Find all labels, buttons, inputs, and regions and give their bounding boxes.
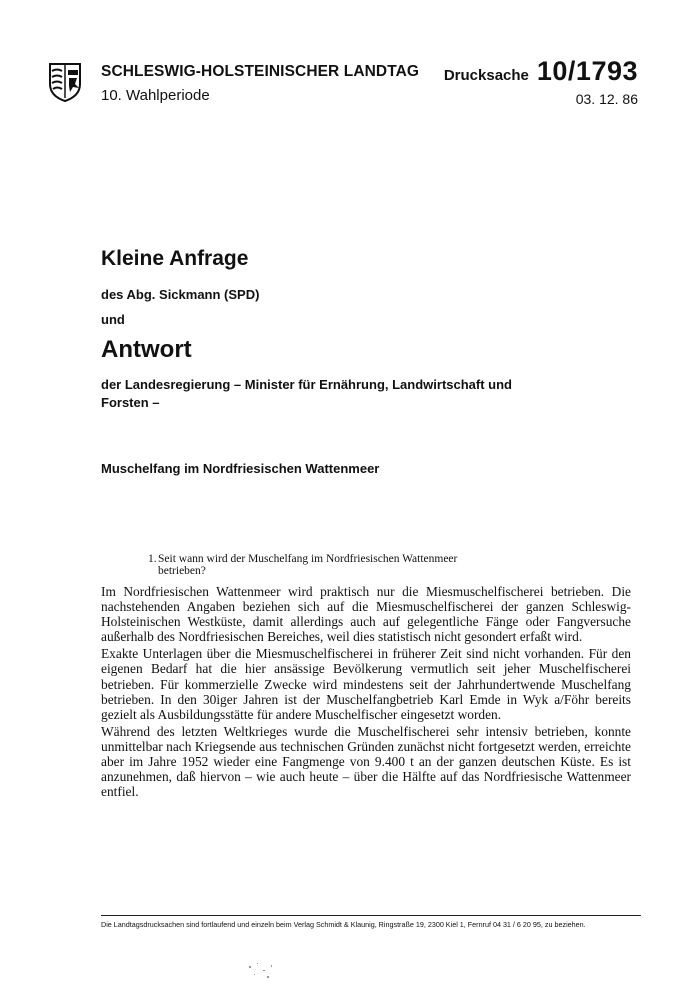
subject-line: Muschelfang im Nordfriesischen Wattenmeer [101, 461, 380, 476]
question-item [148, 553, 478, 577]
scan-speckle [245, 960, 285, 980]
respondent: der Landesregierung – Minister für Ernährung, Landwirtschaft und Forsten – [101, 377, 512, 410]
document-number-block [444, 56, 638, 87]
conjunction: und [101, 312, 125, 327]
inquirer: des Abg. Sickmann (SPD) [101, 287, 260, 302]
document-number: 10/1793 [536, 56, 638, 86]
answer-paragraph: Während des letzten Weltkrieges wurde die Muschelfischerei sehr intensiv betrieben, konnte unmittelbar nach Kriegsende aus technischen Gründen zunächst nicht fortgesetzt werden, erreichte aber im Jahre 1952 wieder eine Fangmenge von 9.400 t an der ganzen deutschen Küste. Es ist anzunehmen, daß hiervon – wie auch heute – über die Hälfte auf das Nordfriesische Wattenmeer entfiel. [101, 723, 631, 800]
inquiry-heading: Kleine Anfrage [101, 247, 249, 270]
answer-paragraph: Im Nordfriesischen Wattenmeer wird praktisch nur die Miesmuschelfischerei betrieben. Die nachstehenden Angaben beziehen sich auf die Miesmuschelfischerei der ganzen Schleswig-Holsteinischen Westküste, damit allerdings auch auf gelegentliche Fänge oder Fangversuche außerhalb des Nordfriesischen Bereiches, weil dies statistisch nicht gesondert erfaßt wird. [101, 584, 631, 645]
electoral-period: 10. Wahlperiode [101, 87, 210, 104]
answer-body [101, 584, 631, 801]
answer-heading: Antwort [101, 336, 192, 363]
parliament-name: SCHLESWIG-HOLSTEINISCHER LANDTAG [101, 63, 420, 80]
question-number: 1. [148, 553, 157, 565]
question-text: Seit wann wird der Muschelfang im Nordfriesischen Wattenmeer betrieben? [158, 553, 458, 577]
footer-note: Die Landtagsdrucksachen sind fortlaufend und einzeln beim Verlag Schmidt & Klaunig, Ringstraße 19, 2300 Kiel 1, Fernruf 04 31 / 6 20 95, zu beziehen. [101, 920, 586, 929]
document-date: 03. 12. 86 [575, 91, 638, 107]
answer-paragraph: Exakte Unterlagen über die Miesmuschelfischerei in früherer Zeit sind nicht vorhanden. Für den eigenen Bedarf hat die hier ansässige Bevölkerung vermutlich seit jeher Muschelfischerei betrieben. Für kommerzielle Zwecke wird mindestens seit der Jahrhundertwende Muschelfang betrieben. In den 30iger Jahren ist der Muschelfangbetrieb Karl Emde in Wyk a/Föhr bereits gezielt als Ausbildungsstätte für andere Muschelfischer eingesetzt worden. [101, 646, 631, 722]
coat-of-arms-icon [48, 62, 82, 102]
document-label: Drucksache [443, 67, 529, 84]
footer-divider [101, 915, 641, 916]
